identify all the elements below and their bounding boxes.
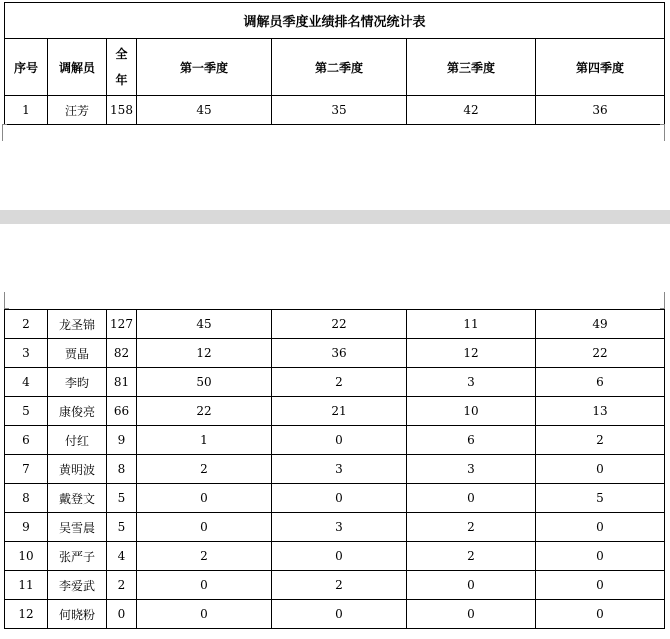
cell-year: 8 [107,455,137,484]
table-row [5,397,665,426]
cell-name: 吴雪晨 [48,513,107,542]
cell-q2: 3 [272,455,407,484]
cell-name: 付红 [48,426,107,455]
header-q4: 第四季度 [536,39,665,96]
cell-q4: 13 [536,397,665,426]
cell-name: 龙圣锦 [48,310,107,339]
cell-index: 5 [5,397,48,426]
cell-q1: 0 [137,484,272,513]
cell-year: 158 [107,96,137,125]
cell-q4: 36 [536,96,665,125]
cell-name: 李昀 [48,368,107,397]
cell-q2: 0 [272,542,407,571]
cell-q2: 0 [272,600,407,629]
cell-q1: 45 [137,310,272,339]
cell-name: 康俊亮 [48,397,107,426]
table-row [5,455,665,484]
cell-q4: 2 [536,426,665,455]
header-index: 序号 [5,39,48,96]
cell-year: 66 [107,397,137,426]
cell-q3: 42 [407,96,536,125]
cell-q1: 45 [137,96,272,125]
cell-year: 9 [107,426,137,455]
cell-q2: 0 [272,484,407,513]
table-row [5,484,665,513]
cell-q3: 12 [407,339,536,368]
cell-year: 82 [107,339,137,368]
cell-q3: 0 [407,600,536,629]
cell-q3: 10 [407,397,536,426]
cell-q4: 5 [536,484,665,513]
page-corner-mark [660,124,665,141]
header-row [5,39,665,96]
cell-q3: 2 [407,542,536,571]
cell-q4: 22 [536,339,665,368]
cell-index: 2 [5,310,48,339]
cell-q3: 0 [407,484,536,513]
cell-q4: 0 [536,542,665,571]
cell-index: 6 [5,426,48,455]
table-row [5,571,665,600]
cell-q1: 1 [137,426,272,455]
cell-q2: 2 [272,571,407,600]
cell-name: 李爱武 [48,571,107,600]
header-year-line2: 年 [115,73,128,87]
cell-index: 10 [5,542,48,571]
header-year-line1: 全 [115,47,128,61]
page-separator [0,210,670,224]
cell-q3: 11 [407,310,536,339]
cell-index: 3 [5,339,48,368]
table-row [5,310,665,339]
cell-q4: 0 [536,455,665,484]
cell-q1: 0 [137,571,272,600]
cell-q1: 0 [137,600,272,629]
cell-q4: 0 [536,571,665,600]
header-q3: 第三季度 [407,39,536,96]
cell-year: 2 [107,571,137,600]
header-q1: 第一季度 [137,39,272,96]
cell-q1: 0 [137,513,272,542]
cell-name: 张严子 [48,542,107,571]
cell-q4: 6 [536,368,665,397]
cell-year: 127 [107,310,137,339]
cell-year: 81 [107,368,137,397]
cell-q2: 21 [272,397,407,426]
cell-q2: 3 [272,513,407,542]
cell-year: 0 [107,600,137,629]
cell-q1: 22 [137,397,272,426]
stats-table-part-1 [4,2,665,125]
cell-name: 贾晶 [48,339,107,368]
header-year [107,39,137,96]
cell-index: 8 [5,484,48,513]
document-page-1 [0,0,670,210]
cell-q4: 49 [536,310,665,339]
cell-index: 9 [5,513,48,542]
cell-q3: 3 [407,368,536,397]
cell-name: 何晓粉 [48,600,107,629]
page-corner-mark [4,292,9,309]
cell-q1: 2 [137,455,272,484]
cell-q1: 50 [137,368,272,397]
table-title: 调解员季度业绩排名情况统计表 [5,3,665,39]
table-row [5,513,665,542]
table-row [5,426,665,455]
cell-index: 12 [5,600,48,629]
cell-q2: 22 [272,310,407,339]
header-q2: 第二季度 [272,39,407,96]
cell-q1: 12 [137,339,272,368]
cell-name: 戴登文 [48,484,107,513]
cell-index: 1 [5,96,48,125]
cell-name: 黄明波 [48,455,107,484]
cell-q3: 0 [407,571,536,600]
table-row [5,600,665,629]
page-corner-mark [2,124,7,141]
table-row [5,96,665,125]
cell-q2: 36 [272,339,407,368]
cell-year: 5 [107,513,137,542]
cell-q2: 35 [272,96,407,125]
table-row [5,339,665,368]
cell-q3: 6 [407,426,536,455]
table-row [5,368,665,397]
cell-q2: 2 [272,368,407,397]
cell-q4: 0 [536,513,665,542]
cell-index: 11 [5,571,48,600]
table-row [5,542,665,571]
cell-index: 4 [5,368,48,397]
cell-q1: 2 [137,542,272,571]
cell-q3: 2 [407,513,536,542]
stats-table-part-2 [4,309,665,629]
cell-q2: 0 [272,426,407,455]
cell-q3: 3 [407,455,536,484]
header-name: 调解员 [48,39,107,96]
document-page-2 [0,224,670,639]
cell-year: 4 [107,542,137,571]
table-body [5,310,665,629]
cell-index: 7 [5,455,48,484]
page-corner-mark [660,292,665,309]
cell-name: 汪芳 [48,96,107,125]
cell-year: 5 [107,484,137,513]
cell-q4: 0 [536,600,665,629]
